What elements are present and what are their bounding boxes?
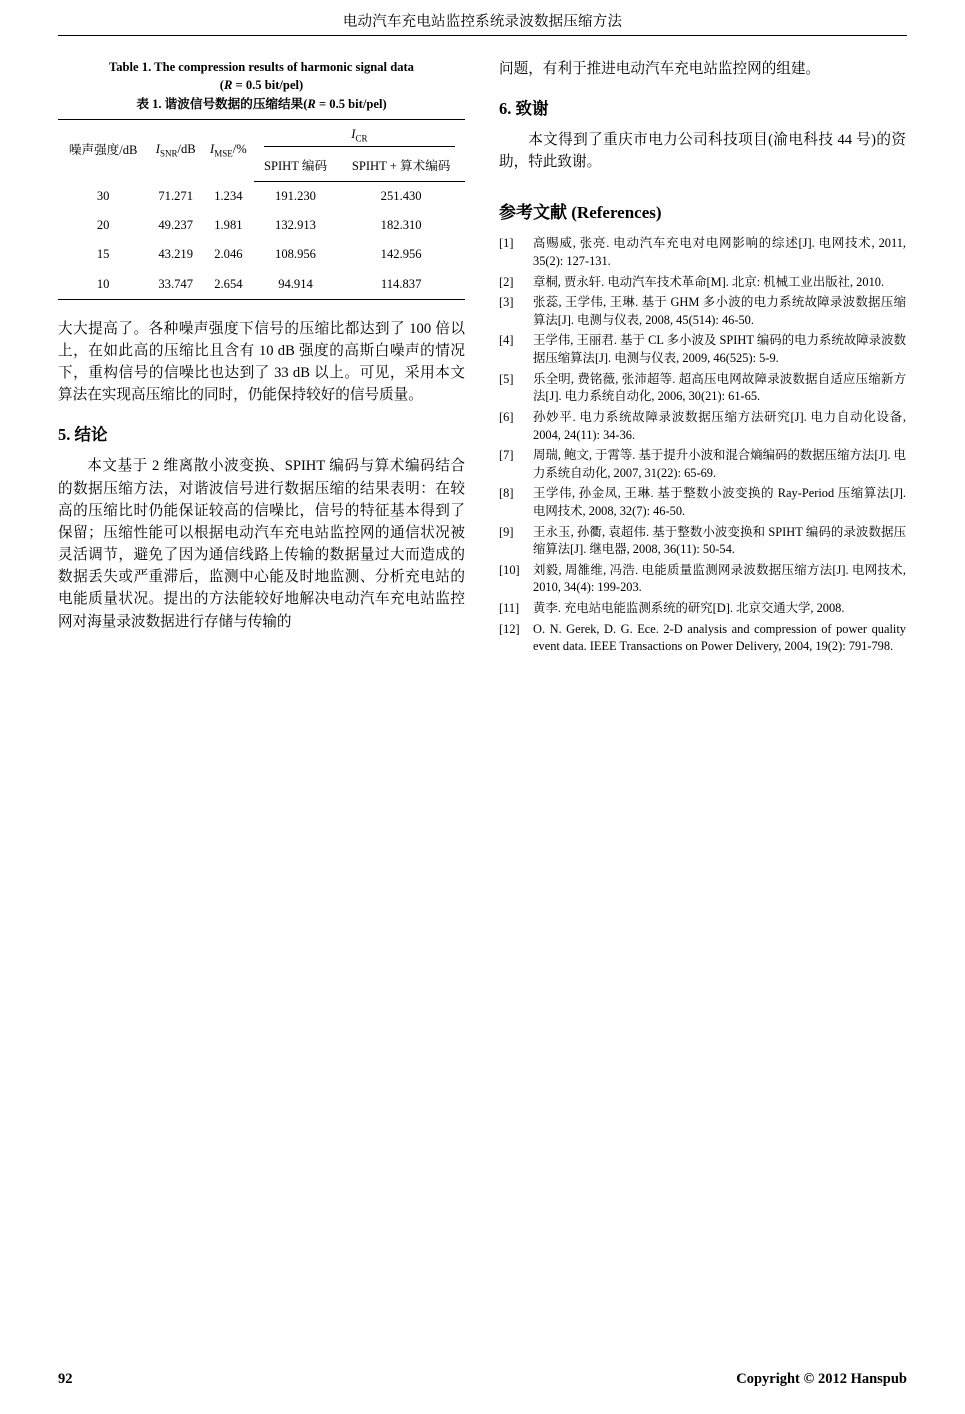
reference-number: [3] [499, 295, 514, 310]
reference-item [499, 600, 906, 618]
reference-item [499, 447, 906, 482]
table-caption-en-sub: (R = 0.5 bit/pel) [219, 78, 304, 93]
two-column-body [58, 58, 907, 659]
reference-number: [1] [499, 236, 514, 251]
reference-item [499, 235, 906, 270]
reference-item [499, 621, 906, 656]
table-header-group-row [58, 119, 465, 152]
running-head: 电动汽车充电站监控系统录波数据压缩方法 [342, 14, 623, 30]
cell-spiht-arith: 114.837 [337, 270, 465, 300]
reference-number: [9] [499, 524, 514, 539]
reference-text: 孙妙平. 电力系统故障录波数据压缩方法研究[J]. 电力自动化设备, 2004, 24(11): 34-36. [533, 409, 906, 442]
page-footer [58, 1371, 907, 1388]
reference-item [499, 409, 906, 444]
reference-item [499, 485, 906, 520]
reference-number: [10] [499, 562, 520, 577]
paragraph-top-right: 问题，有利于推进电动汽车充电站监控网的组建。 [499, 61, 821, 77]
reference-number: [4] [499, 333, 514, 348]
cell-spiht-arith: 251.430 [380, 189, 422, 204]
reference-number: [8] [499, 486, 514, 501]
cell-imse: 1.981 [214, 218, 243, 233]
cell-imse: 2.654 [203, 270, 254, 300]
header-imse: $I_{MSE}/\%$ [203, 119, 254, 181]
reference-list [499, 235, 906, 655]
header-spiht-arith: SPIHT + 算术编码 [337, 152, 465, 182]
reference-text: 刘毅, 周雒维, 冯浩. 电能质量监测网录波数据压缩方法[J]. 电网技术, 2010, 34(4): 199-203. [533, 562, 906, 595]
cell-spiht-arith: 142.956 [380, 247, 422, 262]
table-caption [58, 58, 465, 113]
header-icr-group: $I_{CR}$ [254, 119, 465, 152]
reference-item [499, 562, 906, 597]
reference-item [499, 332, 906, 367]
cell-spiht-arith: 182.310 [380, 218, 422, 233]
paragraph-continued: 大大提高了。各种噪声强度下信号的压缩比都达到了 100 倍以上，在如此高的压缩比且含有 10 dB 强度的高斯白噪声的情况下，重构信号的信噪比也达到了 33 dB 以上。可见，采用本文算法在实现高压缩比的同时，仍能保持较好的信号质量。 [58, 320, 465, 404]
reference-text: 张蕊, 王学伟, 王琳. 基于 GHM 多小波的电力系统故障录波数据压缩算法[J]. 电测与仪表, 2008, 45(514): 46-50. [533, 295, 906, 327]
reference-item [499, 524, 906, 559]
cell-isnr: 43.219 [158, 247, 194, 262]
reference-number: [12] [499, 621, 520, 636]
section-6-paragraph: 本文得到了重庆市电力公司科技项目(渝电科技 44 号)的资助，特此致谢。 [499, 132, 906, 171]
page-number: 92 [58, 1371, 73, 1387]
reference-number: [11] [499, 601, 520, 615]
table-row [58, 182, 465, 212]
reference-text: 乐全明, 费铭薇, 张沛超等. 超高压电网故障录波数据自适应压缩新方法[J]. 电力系统自动化, 2006, 30(21): 61-65. [533, 371, 906, 404]
reference-text: 周瑞, 鲍文, 于霄等. 基于提升小波和混合熵编码的数据压缩方法[J]. 电力系统自动化, 2007, 31(22): 65-69. [533, 448, 906, 480]
left-column [58, 58, 465, 659]
compression-results-table [58, 119, 465, 300]
reference-text: 黄李. 充电站电能监测系统的研究[D]. 北京交通大学, 2008. [533, 601, 845, 615]
reference-number: [6] [499, 409, 514, 424]
header-divider [58, 35, 907, 36]
reference-item [499, 274, 906, 292]
header-spiht: SPIHT 编码 [254, 152, 338, 182]
cell-isnr: 71.271 [158, 188, 194, 203]
cell-spiht: 108.956 [275, 247, 316, 262]
section-5-paragraph: 本文基于 2 维离散小波变换、SPIHT 编码与算术编码结合的数据压缩方法，对谐波信号进行数据压缩的结果表明：在较高的压缩比时仍能保证较高的信噪比，信号的特征基本得到了保留；压缩性能可以根据电动汽车充电站监控网的通信状况被灵活调节，避免了因为通信线路上传输的数据量过大而造成的数据丢失或严重滞后，监测中心能及时地监测、分析充电站的电能质量状况。提出的方法能较好地解决电动汽车充电站监控网对海量录波数据进行存储与传输的 [58, 458, 465, 630]
reference-item [499, 294, 906, 329]
cell-imse: 2.046 [214, 247, 243, 262]
right-column [499, 58, 906, 659]
header-isnr: $I_{SNR}/dB$ [148, 119, 203, 181]
reference-text: O. N. Gerek, D. G. Ece. 2-D analysis and compression of power quality event data. IEEE Transactions on Power Delivery, 2004, 19(2): 791-798. [533, 621, 906, 654]
copyright-text: Copyright © 2012 Hanspub [736, 1371, 907, 1387]
table-block [58, 58, 465, 300]
reference-text: 王学伟, 王丽君. 基于 CL 多小波及 SPIHT 编码的电力系统故障录波数据压缩算法[J]. 电测与仪表, 2009, 46(525): 5-9. [533, 333, 906, 366]
reference-number: [7] [499, 448, 514, 463]
reference-text: 王永玉, 孙衢, 袁超伟. 基于整数小波变换和 SPIHT 编码的录波数据压缩算法[J]. 继电器, 2008, 36(11): 50-54. [533, 524, 906, 557]
cell-spiht: 94.914 [254, 270, 338, 300]
section-heading-6: 6. 致谢 [499, 99, 549, 119]
table-caption-cn: 表 1. 谐波信号数据的压缩结果(R = 0.5 bit/pel) [136, 96, 387, 111]
table-row [58, 211, 465, 240]
reference-text: 高赐威, 张亮. 电动汽车充电对电网影响的综述[J]. 电网技术, 2011, 35(2): 127-131. [533, 236, 906, 269]
table-row [58, 240, 465, 269]
reference-item [499, 371, 906, 406]
cell-noise: 20 [96, 218, 110, 233]
cell-spiht: 132.913 [275, 218, 316, 233]
reference-text: 章桐, 贾永轩. 电动汽车技术革命[M]. 北京: 机械工业出版社, 2010. [533, 274, 885, 289]
reference-text: 王学伟, 孙金凤, 王琳. 基于整数小波变换的 Ray-Period 压缩算法[J]. 电网技术, 2008, 32(7): 46-50. [533, 486, 906, 518]
references-heading: 参考文献 (References) [499, 202, 662, 222]
table-caption-en: Table 1. The compression results of harmonic signal data [109, 60, 414, 74]
reference-number: [2] [499, 274, 514, 289]
cell-isnr: 33.747 [148, 270, 203, 300]
cell-noise: 15 [96, 247, 110, 262]
cell-imse: 1.234 [214, 188, 243, 203]
header-noise: 噪声强度/dB [58, 119, 148, 181]
section-heading-5: 5. 结论 [58, 425, 108, 445]
cell-spiht: 191.230 [275, 189, 316, 204]
cell-noise: 30 [96, 188, 110, 203]
cell-noise: 10 [58, 270, 148, 300]
reference-number: [5] [499, 371, 514, 386]
cell-isnr: 49.237 [158, 218, 194, 233]
table-row [58, 270, 465, 300]
